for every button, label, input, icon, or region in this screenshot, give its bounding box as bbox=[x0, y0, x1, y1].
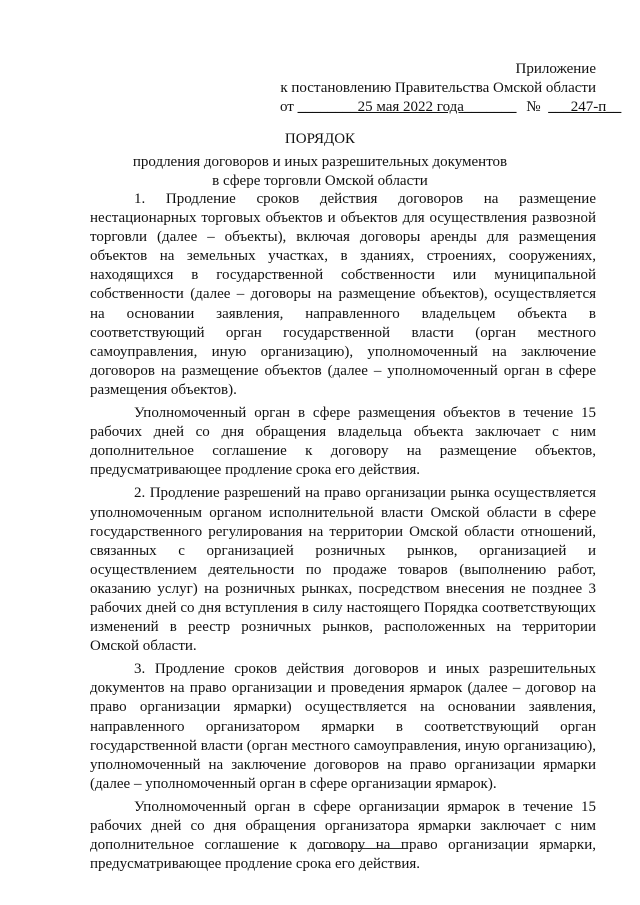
end-divider bbox=[318, 848, 408, 849]
paragraph-4: 3. Продление сроков действия договоров и иных разрешительных документов на право организации и проведения ярмарок (далее – договор на право организации ярмарки) осуществляется на основании заявления, направленного организатором ярмарки в соответствующий орган государственной власти (орган местного самоуправления, иную организацию), уполномоченный на заключение договоров на право организации ярмарки (далее – уполномоченный орган в сфере организации ярмарок). bbox=[90, 661, 596, 792]
appendix-header bbox=[280, 60, 596, 98]
title-subtitle-1: продления договоров и иных разрешительных документов bbox=[132, 154, 508, 170]
paragraph-3: 2. Продление разрешений на право организации рынка осуществляется уполномоченным органом исполнительной власти Омской области в сфере государственного регулирования на территории Омской области отношений, связанных с организацией розничных рынков, организацией и осуществлением деятельности по продаже товаров (выполнению работ, оказанию услуг) на розничных рынках, посредством внесения не позднее 3 рабочих дней со дня вступления в силу настоящего Порядка соответствующих изменений в реестр розничных рынков, расположенных на территории Омской области. bbox=[90, 485, 596, 655]
title-subtitle-2: в сфере торговли Омской области bbox=[212, 173, 428, 189]
resolution-date: ________25 мая 2022 года_______ bbox=[297, 99, 517, 115]
appendix-label: Приложение bbox=[515, 61, 596, 77]
title-main: ПОРЯДОК bbox=[284, 131, 356, 147]
number-prefix: № bbox=[526, 99, 541, 115]
document-body bbox=[90, 190, 596, 874]
date-prefix: от bbox=[280, 99, 294, 115]
resolution-date-number bbox=[280, 98, 621, 117]
resolution-number: ___247-п__ bbox=[548, 99, 622, 115]
resolution-reference: к постановлению Правительства Омской области bbox=[280, 80, 596, 96]
document-title bbox=[0, 130, 640, 191]
paragraph-1: 1. Продление сроков действия договоров на размещение нестационарных торговых объектов и объектов для осуществления развозной торговли (далее – объекты), включая договоры аренды для размещения объектов на земельных участках, в зданиях, строениях, сооружениях, находящихся в государственной собственности или муниципальной собственности (далее – договоры на размещение объектов), осуществляется на основании заявления, направленного владельцем объекта в соответствующий орган государственной власти (орган местного самоуправления, иную организацию), уполномоченный на заключение договоров на размещение объектов (далее – уполномоченный орган в сфере размещения объектов). bbox=[90, 191, 596, 398]
paragraph-5: Уполномоченный орган в сфере организации ярмарок в течение 15 рабочих дней со дня обращения организатора ярмарки заключает с ним дополнительное соглашение к договору на право организации ярмарки, предусматривающее продление срока его действия. bbox=[90, 798, 596, 873]
paragraph-2: Уполномоченный орган в сфере размещения объектов в течение 15 рабочих дней со дня обращения владельца объекта заключает с ним дополнительное соглашение к договору на размещение объектов, предусматривающее продление срока его действия. bbox=[90, 405, 596, 479]
